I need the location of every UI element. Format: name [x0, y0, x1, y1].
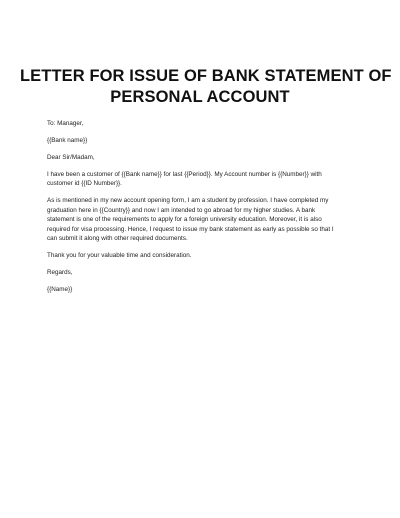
- bank-name-placeholder: {{Bank name}}: [47, 137, 88, 144]
- closing-line: [47, 268, 377, 277]
- paragraph-2-line: graduation here in {{Country}} and now I am intended to go abroad for my higher studies. A bank: [47, 206, 316, 214]
- paragraph-2-line: can submit it along with other required documents.: [47, 235, 188, 243]
- salutation-text: Dear Sir/Madam,: [47, 154, 95, 161]
- closing-text: Regards,: [47, 269, 73, 277]
- signature-line: [47, 285, 377, 294]
- thanks-text: Thank you for your valuable time and consideration.: [47, 252, 192, 260]
- letter-title: [20, 66, 392, 108]
- paragraph-2-line: As is mentioned in my new account opening form, I am a student by profession. I have completed my: [47, 197, 329, 205]
- title-line-2: PERSONAL ACCOUNT: [110, 88, 290, 106]
- paragraph-1-line: customer id {{ID Number}}.: [47, 180, 122, 188]
- bank-name-line: [47, 136, 377, 145]
- paragraph-2-line: statement is one of the requirements to apply for a foreign university education. Moreover, it is also: [47, 216, 322, 224]
- thanks-line: [47, 251, 377, 260]
- paragraph-account-details: [47, 170, 377, 189]
- paragraph-2-line: required for visa processing. Hence, I request to issue my bank statement as early as possible so that I: [47, 225, 334, 233]
- salutation-line: [47, 153, 377, 162]
- paragraph-1-line: I have been a customer of {{Bank name}} for last {{Period}}. My Account number is {{Number}} with: [47, 171, 322, 178]
- signature-placeholder: {{Name}}: [47, 286, 73, 294]
- paragraph-request: [47, 196, 377, 243]
- title-line-1: LETTER FOR ISSUE OF BANK STATEMENT OF: [20, 67, 392, 85]
- recipient-text: To: Manager,: [47, 120, 84, 127]
- letter-body: [47, 119, 377, 302]
- recipient-line: [47, 119, 377, 128]
